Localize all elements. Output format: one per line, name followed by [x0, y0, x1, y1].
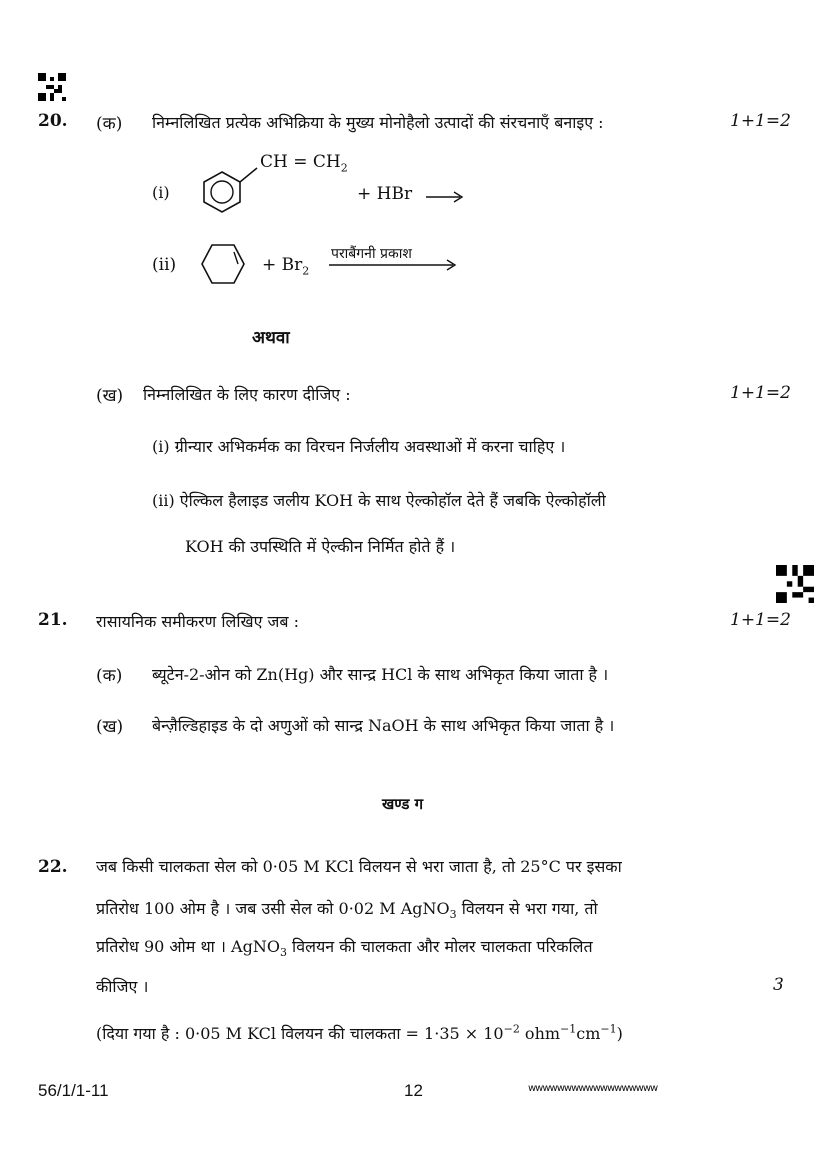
reaction-ii-condition: पराबैंगनी प्रकाश	[331, 246, 412, 262]
question-number-22: 22.	[38, 857, 68, 877]
q22-marks: 3	[773, 975, 784, 995]
q22-line2-start: प्रतिरोध 100 ओम है । जब उसी सेल को 0·02 M AgNO	[96, 899, 450, 918]
reaction-i-label: (i)	[152, 183, 170, 202]
q21-part-a-label: (क)	[96, 666, 123, 686]
q20-b-item-i: (i) ग्रीन्यार अभिकर्मक का विरचन निर्जलीय अवस्थाओं में करना चाहिए ।	[152, 437, 566, 456]
q21-text: रासायनिक समीकरण लिखिए जब :	[96, 612, 299, 631]
paper-code: 56/1/1-11	[38, 1081, 109, 1100]
q22-line4: कीजिए ।	[96, 977, 149, 996]
q22-given-ohm: ohm	[519, 1024, 561, 1043]
q21-part-b-text: बेन्ज़ैल्डिहाइड के दो अणुओं को सान्द्र NaOH के साथ अभिकृत किया जाता है ।	[152, 716, 615, 735]
q22-line3-end: विलयन की चालकता और मोलर चालकता परिकलित	[286, 937, 593, 956]
reaction-ii-reagent-text: + Br	[262, 255, 303, 275]
or-separator: अथवा	[252, 328, 290, 348]
q20-part-b-label: (ख)	[96, 386, 124, 406]
vinyl-group	[260, 152, 348, 174]
section-title: खण्ड ग	[382, 795, 424, 813]
reaction-ii-arrow	[329, 258, 457, 272]
styrene-structure	[195, 160, 270, 220]
q21-part-b-label: (ख)	[96, 717, 124, 737]
q20-b-item-ii-line1: (ii) ऐल्किल हैलाइड जलीय KOH के साथ ऐल्कोहॉल देते हैं जबकि ऐल्कोहॉली	[152, 491, 606, 510]
q22-given-exponent-3: −1	[600, 1022, 617, 1036]
q22-line2-end: विलयन से भरा गया, तो	[456, 899, 598, 918]
q21-part-a-text: ब्यूटेन-2-ओन को Zn(Hg) और सान्द्र HCl के साथ अभिकृत किया जाता है ।	[152, 665, 609, 684]
cyclohexene-structure	[198, 241, 248, 287]
qr-code-right	[776, 565, 814, 603]
q20-b-item-ii-line2: KOH की उपस्थिति में ऐल्कीन निर्मित होते हैं ।	[185, 537, 456, 556]
q22-given-start: (दिया गया है : 0·05 M KCl विलयन की चालकता = 1·35 × 10	[96, 1024, 504, 1043]
question-number-20: 20.	[38, 111, 68, 131]
q22-line2	[96, 897, 598, 921]
reaction-i-arrow	[426, 190, 464, 204]
page-number: 12	[404, 1081, 423, 1100]
vinyl-group-text: CH = CH	[260, 152, 341, 172]
q22-given-end: )	[616, 1024, 623, 1043]
q22-given-cm: cm	[576, 1024, 601, 1043]
reaction-ii-reagent	[262, 255, 309, 277]
wavy-line: wwwwwwwwwwwwwwwwww	[528, 1083, 658, 1094]
q22-line3-subscript: 3	[279, 946, 287, 960]
q22-line3	[96, 935, 593, 959]
reaction-i-reagent: + HBr	[357, 184, 413, 204]
q20-part-b-text: निम्नलिखित के लिए कारण दीजिए :	[143, 385, 351, 404]
q22-line3-start: प्रतिरोध 90 ओम था । AgNO	[96, 937, 280, 956]
qr-code-top-left	[38, 73, 66, 101]
q20-part-b-marks: 1+1=2	[730, 383, 791, 403]
q22-line2-subscript: 3	[449, 908, 457, 922]
q22-given	[96, 1022, 623, 1044]
reaction-ii-label: (ii)	[152, 255, 177, 275]
q22-given-exponent-2: −1	[560, 1022, 577, 1036]
q22-given-exponent-1: −2	[503, 1022, 520, 1036]
reaction-ii-reagent-subscript: 2	[302, 264, 310, 278]
q20-part-a-label: (क)	[96, 114, 123, 134]
vinyl-group-subscript: 2	[340, 161, 348, 175]
q20-part-a-marks: 1+1=2	[730, 111, 791, 131]
question-number-21: 21.	[38, 610, 68, 630]
q20-part-a-text: निम्नलिखित प्रत्येक अभिक्रिया के मुख्य मोनोहैलो उत्पादों की संरचनाएँ बनाइए :	[152, 113, 604, 132]
q22-line1: जब किसी चालकता सेल को 0·05 M KCl विलयन से भरा जाता है, तो 25°C पर इसका	[96, 857, 622, 876]
q21-marks: 1+1=2	[730, 610, 791, 630]
